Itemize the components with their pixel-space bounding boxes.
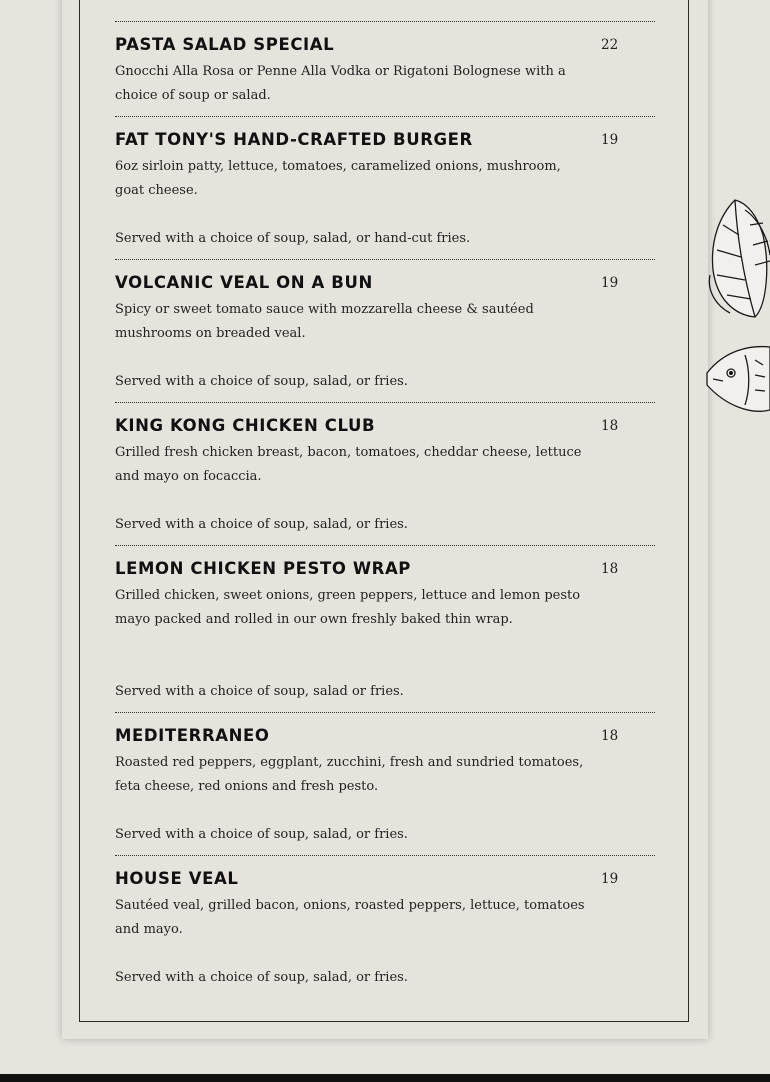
item-name: PASTA SALAD SPECIAL (115, 35, 335, 54)
item-price: 18 (601, 418, 619, 434)
item-description: Spicy or sweet tomato sauce with mozzarella cheese & sautéed mushrooms on breaded veal. (115, 302, 534, 341)
item-name: LEMON CHICKEN PESTO WRAP (115, 559, 412, 578)
clipped-previous-text (115, 0, 156, 6)
menu-item (115, 259, 655, 403)
item-description: Grilled chicken, sweet onions, green peppers, lettuce and lemon pesto mayo packed and rolled in our own freshly baked thin wrap. (115, 588, 581, 627)
item-name: HOUSE VEAL (115, 869, 239, 888)
item-price: 18 (601, 728, 619, 744)
item-description: Sautéed veal, grilled bacon, onions, roasted peppers, lettuce, tomatoes and mayo. (115, 898, 585, 937)
item-price: 18 (601, 561, 619, 577)
item-name: KING KONG CHICKEN CLUB (115, 416, 376, 435)
herb-and-fish-illustration-icon (705, 195, 770, 425)
item-price: 19 (601, 871, 619, 887)
item-serving-note: Served with a choice of soup, salad, or hand-cut fries. (115, 231, 471, 246)
item-name: VOLCANIC VEAL ON A BUN (115, 273, 373, 292)
bottom-bar (0, 1074, 770, 1082)
menu-item (115, 545, 655, 713)
item-serving-note: Served with a choice of soup, salad or fries. (115, 684, 404, 699)
menu-item (115, 116, 655, 260)
item-price: 19 (601, 132, 619, 148)
menu-item (115, 21, 655, 117)
menu-page (62, 0, 708, 1039)
item-description: Grilled fresh chicken breast, bacon, tomatoes, cheddar cheese, lettuce and mayo on focaccia. (115, 445, 582, 484)
menu-item (115, 712, 655, 856)
menu-item (115, 855, 655, 996)
item-name: MEDITERRANEO (115, 726, 270, 745)
item-serving-note: Served with a choice of soup, salad, or fries. (115, 374, 408, 389)
menu-item (115, 402, 655, 546)
item-description: Roasted red peppers, eggplant, zucchini, fresh and sundried tomatoes, feta cheese, red onions and fresh pesto. (115, 755, 584, 794)
item-serving-note: Served with a choice of soup, salad, or fries. (115, 827, 408, 842)
item-serving-note: Served with a choice of soup, salad, or fries. (115, 517, 408, 532)
item-serving-note: Served with a choice of soup, salad, or fries. (115, 970, 408, 985)
item-price: 22 (601, 37, 619, 53)
item-price: 19 (601, 275, 619, 291)
item-description: Gnocchi Alla Rosa or Penne Alla Vodka or Rigatoni Bolognese with a choice of soup or salad. (115, 64, 566, 103)
item-description: 6oz sirloin patty, lettuce, tomatoes, caramelized onions, mushroom, goat cheese. (115, 159, 561, 198)
item-name: FAT TONY'S HAND-CRAFTED BURGER (115, 130, 473, 149)
